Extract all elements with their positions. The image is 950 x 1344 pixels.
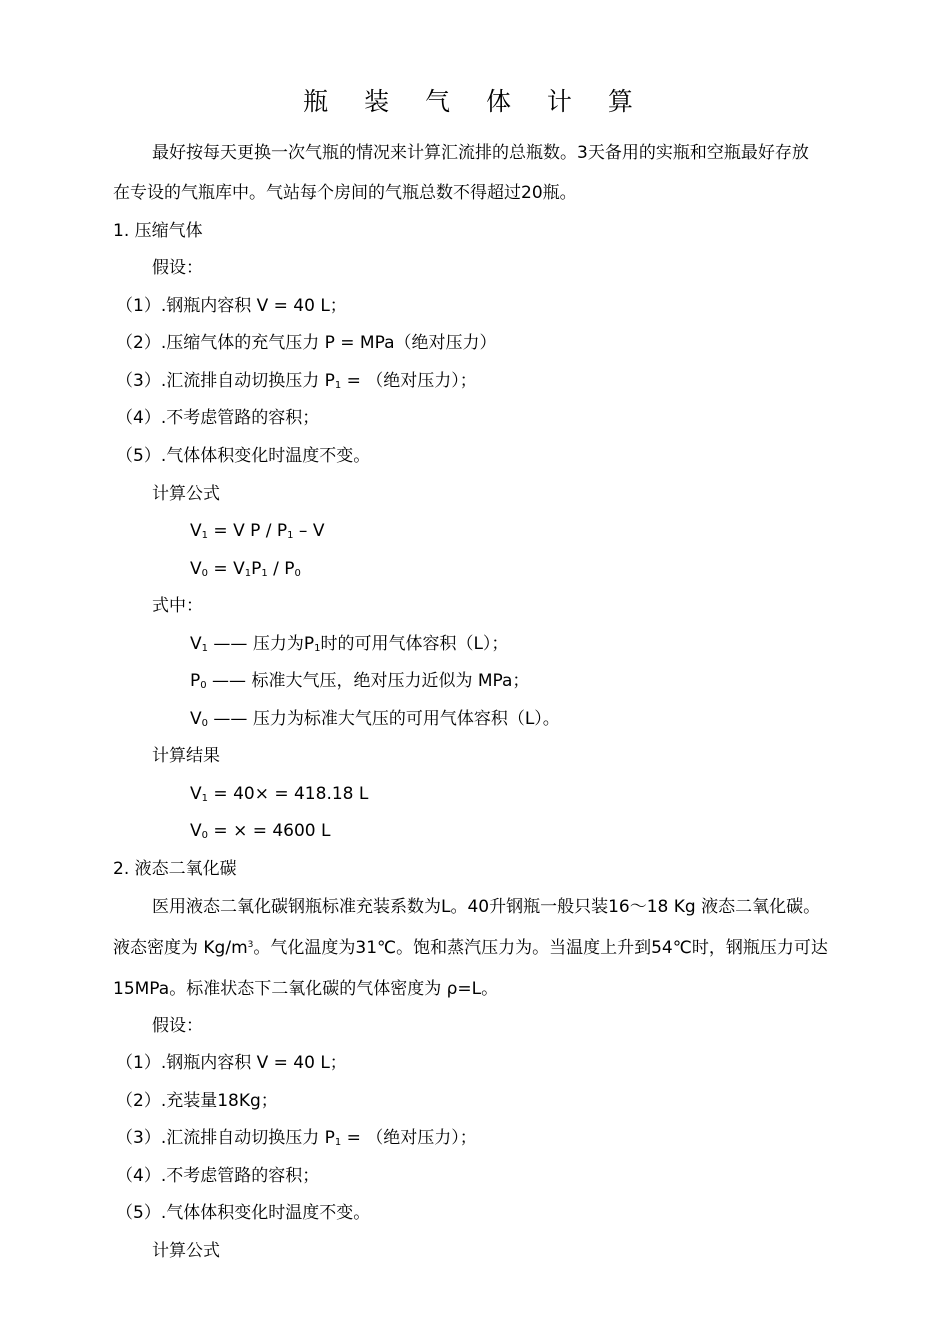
section-2-formula-label: 计算公式 [152, 1241, 220, 1261]
section-1-assumption-2: （2）.压缩气体的充气压力 P = MPa（绝对压力） [116, 333, 497, 353]
section-2-assumption-1: （1）.钢瓶内容积 V = 40 L； [116, 1053, 347, 1073]
definition-v1: $V_1$ —— 压力为$P_1$时的可用气体容积（L）； [190, 634, 509, 654]
section-1-where-label: 式中： [152, 596, 203, 616]
section-1-assumption-5: （5）.气体体积变化时温度不变。 [116, 446, 371, 466]
section-2-para-line-3: 15MPa。标准状态下二氧化碳的气体密度为 ρ=L。 [113, 979, 499, 999]
intro-line-1: 最好按每天更换一次气瓶的情况来计算汇流排的总瓶数。3天备用的实瓶和空瓶最好存放 [152, 143, 809, 163]
section-2-para-line-1: 医用液态二氧化碳钢瓶标准充装系数为L。40升钢瓶一般只装16～18 Kg 液态二氧化碳。 [152, 897, 821, 917]
definition-p0: $P_0$ —— 标准大气压，绝对压力近似为 MPa； [190, 671, 530, 691]
section-1-assume-label: 假设： [152, 258, 203, 278]
formula-2: $V_0 = V_1P_1 / P_0$ [190, 559, 301, 579]
result-1: $V_1 = 40\times = 418.18$ L [190, 784, 369, 804]
definition-v0: $V_0$ —— 压力为标准大气压的可用气体容积（L）。 [190, 709, 560, 729]
section-2-assumption-3: （3）.汇流排自动切换压力 $P_1$ = （绝对压力）； [116, 1128, 477, 1148]
section-1-heading: 1. 压缩气体 [113, 221, 203, 241]
section-1-assumption-4: （4）.不考虑管路的容积； [116, 408, 320, 428]
section-1-formula-label: 计算公式 [152, 484, 220, 504]
page-title: 瓶 装 气 体 计 算 [303, 87, 647, 116]
section-2-assumption-2: （2）.充装量18Kg； [116, 1091, 278, 1111]
formula-1: $V_1 = V$ P / $P_1$ – V [190, 521, 325, 541]
section-1-assumption-3: （3）.汇流排自动切换压力 $P_1$ = （绝对压力）； [116, 371, 477, 391]
section-2-heading: 2. 液态二氧化碳 [113, 859, 237, 879]
section-2-assumption-5: （5）.气体体积变化时温度不变。 [116, 1203, 371, 1223]
section-1-assumption-1: （1）.钢瓶内容积 V = 40 L； [116, 296, 347, 316]
section-1-result-label: 计算结果 [152, 746, 220, 766]
intro-line-2: 在专设的气瓶库中。气站每个房间的气瓶总数不得超过20瓶。 [113, 183, 577, 203]
section-2-para-line-2: 液态密度为 $Kg/m^3$。气化温度为31℃。饱和蒸汽压力为。当温度上升到54℃时，钢瓶压力可达 [113, 938, 828, 958]
section-2-assume-label: 假设： [152, 1016, 203, 1036]
result-2: $V_0$ = × = 4600 L [190, 821, 331, 841]
section-2-assumption-4: （4）.不考虑管路的容积； [116, 1166, 320, 1186]
